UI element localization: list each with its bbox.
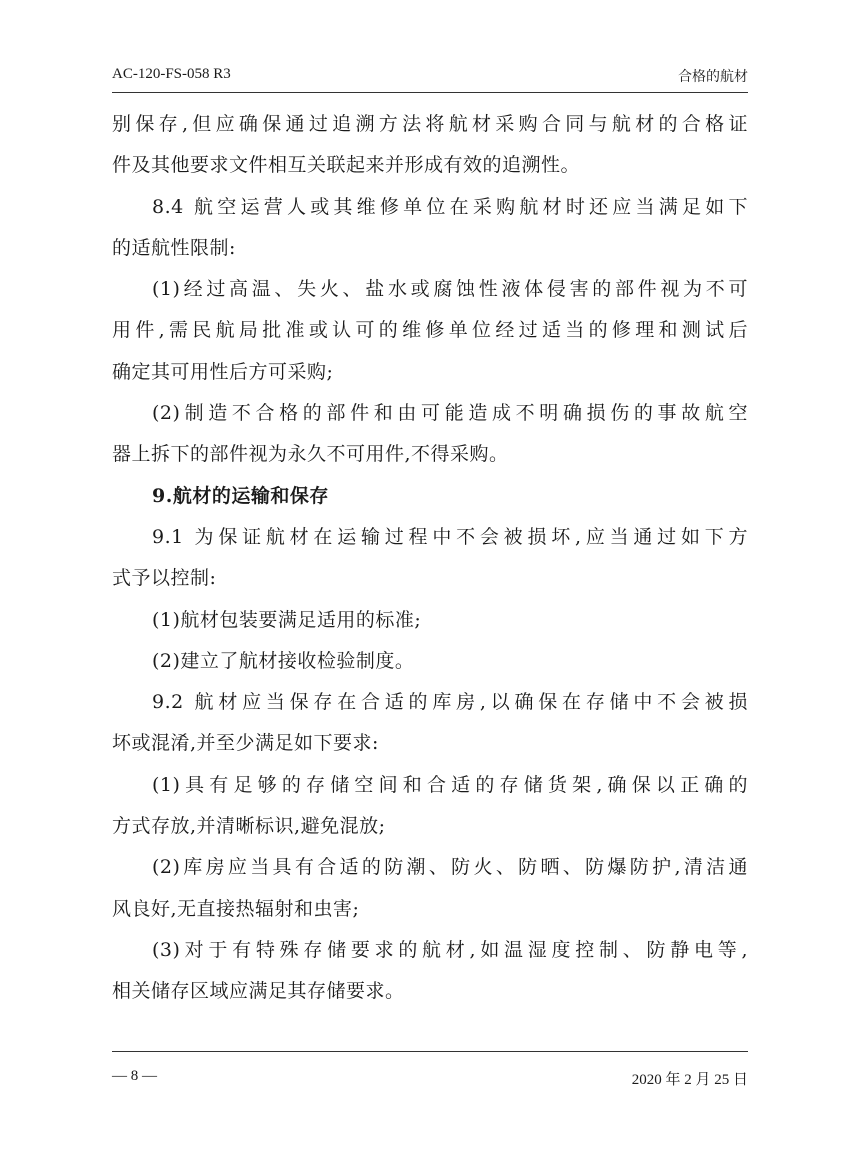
page-number: — 8 — — [112, 1068, 157, 1084]
paragraph-line: 风良好,无直接热辐射和虫害; — [112, 897, 360, 920]
document-code: AC-120-FS-058 R3 — [112, 66, 231, 82]
paragraph-line: 件及其他要求文件相互关联起来并形成有效的追溯性。 — [112, 154, 581, 177]
paragraph-line: 器上拆下的部件视为永久不可用件,不得采购。 — [112, 443, 509, 466]
list-item-line: (3)对于有特殊存储要求的航材,如温湿度控制、防静电等, — [152, 938, 748, 961]
paragraph-line: 相关储存区域应满足其存储要求。 — [112, 980, 405, 1003]
header-divider — [112, 92, 748, 93]
issue-date: 2020 年 2 月 25 日 — [631, 1072, 748, 1088]
page-header — [112, 62, 748, 88]
section-9-1-line: 9.1 为保证航材在运输过程中不会被损坏,应当通过如下方 — [152, 525, 748, 548]
paragraph-line: 的适航性限制: — [112, 236, 236, 259]
section-9-2-line: 9.2 航材应当保存在合适的库房,以确保在存储中不会被损 — [152, 691, 748, 714]
section-9-heading: 9.航材的运输和保存 — [152, 484, 329, 507]
list-item-line: (2)库房应当具有合适的防潮、防火、防晒、防爆防护,清洁通 — [152, 856, 748, 879]
footer-divider — [112, 1051, 748, 1052]
list-item-line: (2)制造不合格的部件和由可能造成不明确损伤的事故航空 — [152, 402, 748, 425]
body-text — [112, 104, 748, 1013]
paragraph-line: 确定其可用性后方可采购; — [112, 360, 334, 383]
list-item-line: (1)经过高温、失火、盐水或腐蚀性液体侵害的部件视为不可 — [152, 278, 748, 301]
paragraph-line: 式予以控制: — [112, 567, 217, 590]
list-item-line: (1)航材包装要满足适用的标准; — [152, 608, 422, 631]
list-item-line: (1)具有足够的存储空间和合适的存储货架,确保以正确的 — [152, 773, 748, 796]
paragraph-line: 坏或混淆,并至少满足如下要求: — [112, 732, 379, 755]
section-8-4-line: 8.4 航空运营人或其维修单位在采购航材时还应当满足如下 — [152, 195, 748, 218]
paragraph-line: 别保存,但应确保通过追溯方法将航材采购合同与航材的合格证 — [112, 113, 748, 135]
paragraph-line: 方式存放,并清晰标识,避免混放; — [112, 815, 386, 838]
document-title: 合格的航材 — [678, 69, 748, 85]
paragraph-line: 用件,需民航局批准或认可的维修单位经过适当的修理和测试后 — [112, 319, 748, 342]
list-item-line: (2)建立了航材接收检验制度。 — [152, 649, 415, 672]
page-footer — [112, 1066, 748, 1090]
